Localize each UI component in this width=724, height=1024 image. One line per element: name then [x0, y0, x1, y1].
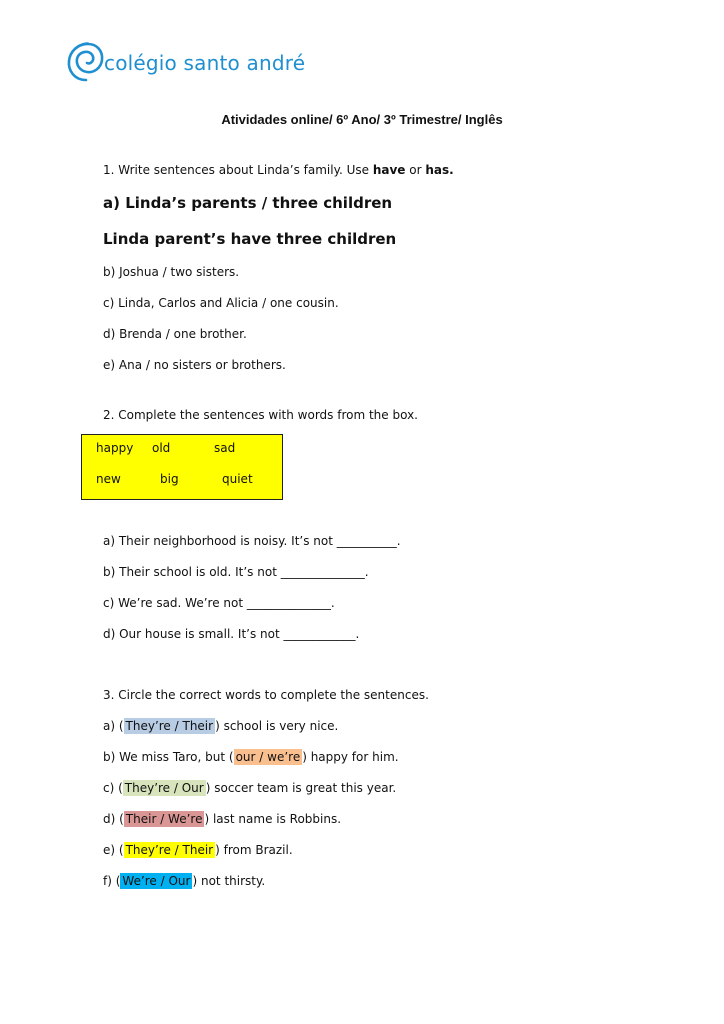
page-title: Atividades online/ 6º Ano/ 3º Trimestre/ Inglês — [221, 112, 503, 127]
highlighted-choice: They’re / Their — [125, 843, 214, 857]
keyword-has: has. — [425, 163, 454, 177]
item-prefix: a) ( — [103, 719, 124, 733]
item-prefix: d) ( — [103, 812, 124, 826]
item-suffix: ) from Brazil. — [215, 843, 293, 857]
item-suffix: ) happy for him. — [302, 750, 399, 764]
spiral-logo-icon — [66, 40, 106, 84]
box-word: sad — [214, 441, 236, 455]
highlighted-choice: our / we’re — [235, 750, 301, 764]
choice-item — [103, 719, 338, 733]
item-prefix: b) We miss Taro, but ( — [103, 750, 234, 764]
choice-item — [103, 843, 293, 857]
box-word: quiet — [222, 472, 253, 486]
exercise-item: d) Our house is small. It’s not ____________. — [103, 627, 360, 641]
exercise-item: b) Their school is old. It’s not ______________. — [103, 565, 369, 579]
box-word: new — [96, 472, 121, 486]
keyword-have: have — [372, 163, 406, 177]
section1-instruction — [103, 163, 454, 177]
item-prefix: e) ( — [103, 843, 124, 857]
highlighted-choice: We’re / Our — [122, 874, 191, 888]
exercise-item: d) Brenda / one brother. — [103, 327, 247, 341]
example-prompt: a) Linda’s parents / three children — [103, 194, 393, 212]
section2-instruction: 2. Complete the sentences with words from the box. — [103, 408, 418, 422]
exercise-item: a) Their neighborhood is noisy. It’s not __________. — [103, 534, 401, 548]
choice-item — [103, 750, 399, 764]
item-suffix: ) not thirsty. — [192, 874, 266, 888]
school-logo — [66, 40, 306, 88]
exercise-item: e) Ana / no sisters or brothers. — [103, 358, 286, 372]
instruction-text: 1. Write sentences about Linda’s family. Use — [103, 163, 373, 177]
example-answer: Linda parent’s have three children — [103, 230, 397, 248]
item-prefix: c) ( — [103, 781, 123, 795]
highlighted-choice: Their / We’re — [125, 812, 203, 826]
choice-item — [103, 781, 396, 795]
instruction-or: or — [405, 163, 426, 177]
exercise-item: c) Linda, Carlos and Alicia / one cousin. — [103, 296, 339, 310]
item-prefix: f) ( — [103, 874, 121, 888]
highlighted-choice: They’re / Our — [124, 781, 204, 795]
logo-text: colégio santo andré — [104, 51, 306, 75]
box-word: big — [160, 472, 179, 486]
exercise-item: c) We’re sad. We’re not ______________. — [103, 596, 335, 610]
section3-instruction: 3. Circle the correct words to complete the sentences. — [103, 688, 429, 702]
highlighted-choice: They’re / Their — [125, 719, 214, 733]
item-suffix: ) last name is Robbins. — [204, 812, 342, 826]
word-box — [81, 434, 283, 500]
choice-item — [103, 874, 265, 888]
choice-item — [103, 812, 341, 826]
item-suffix: ) soccer team is great this year. — [205, 781, 397, 795]
box-word: happy — [96, 441, 134, 455]
exercise-item: b) Joshua / two sisters. — [103, 265, 240, 279]
item-suffix: ) school is very nice. — [215, 719, 339, 733]
box-word: old — [152, 441, 171, 455]
